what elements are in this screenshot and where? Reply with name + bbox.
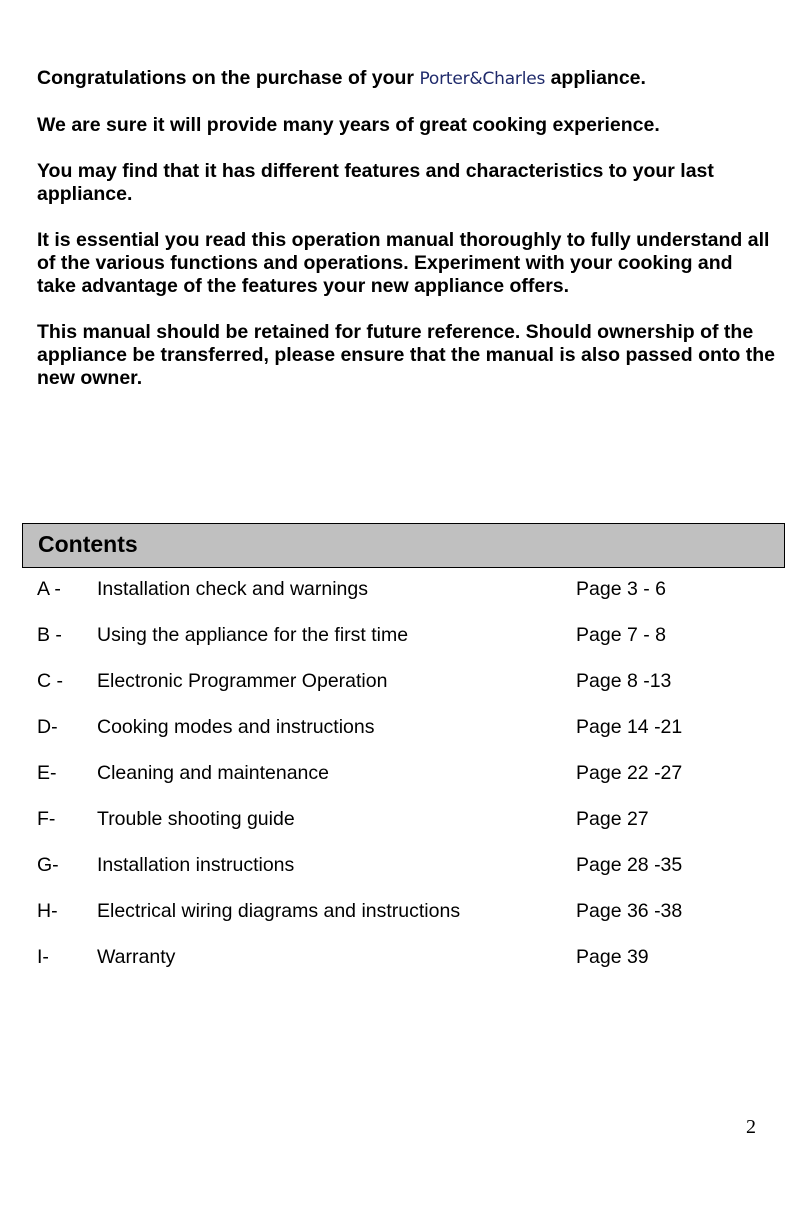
contents-header bbox=[22, 523, 785, 568]
toc-entry bbox=[37, 715, 777, 761]
intro-text bbox=[37, 67, 777, 413]
table-of-contents bbox=[37, 577, 777, 991]
toc-page-range: Page 7 - 8 bbox=[576, 624, 666, 646]
retain-manual-paragraph: This manual should be retained for future reference. Should ownership of the appliance be transferred, please ensure that the manual is also passed onto the new owner. bbox=[37, 321, 775, 389]
toc-page-range: Page 8 -13 bbox=[576, 670, 672, 692]
toc-section-title: Cleaning and maintenance bbox=[97, 762, 330, 784]
toc-section-title: Installation check and warnings bbox=[97, 578, 368, 600]
toc-section-title: Installation instructions bbox=[97, 854, 295, 876]
congrats-text-start: Congratulations on the purchase of your bbox=[37, 67, 420, 89]
toc-section-letter: I- bbox=[37, 946, 49, 968]
toc-page-range: Page 28 -35 bbox=[576, 854, 683, 876]
congrats-text-end: appliance. bbox=[545, 67, 646, 89]
toc-entry bbox=[37, 853, 777, 899]
toc-page-range: Page 22 -27 bbox=[576, 762, 683, 784]
toc-section-title: Electrical wiring diagrams and instructions bbox=[97, 900, 461, 922]
brand-logo: Porter&Charles bbox=[419, 69, 546, 89]
toc-section-letter: H- bbox=[37, 900, 58, 922]
toc-entry bbox=[37, 761, 777, 807]
toc-section-letter: B - bbox=[37, 624, 62, 646]
toc-section-title: Warranty bbox=[97, 946, 176, 968]
toc-entry bbox=[37, 807, 777, 853]
toc-page-range: Page 14 -21 bbox=[576, 716, 683, 738]
read-manual-paragraph: It is essential you read this operation manual thoroughly to fully understand all of the various functions and operations. Experiment with your cooking and take advantage of the features your new appliance offers. bbox=[37, 229, 770, 297]
toc-page-range: Page 3 - 6 bbox=[576, 578, 666, 600]
toc-section-title: Electronic Programmer Operation bbox=[97, 670, 388, 692]
contents-title: Contents bbox=[38, 531, 138, 557]
toc-page-range: Page 39 bbox=[576, 946, 649, 968]
toc-section-letter: A - bbox=[37, 578, 61, 600]
toc-entry bbox=[37, 899, 777, 945]
toc-section-letter: G- bbox=[37, 854, 59, 876]
experience-paragraph: We are sure it will provide many years of great cooking experience. bbox=[37, 114, 660, 136]
toc-section-letter: E- bbox=[37, 762, 57, 784]
toc-section-letter: F- bbox=[37, 808, 56, 830]
toc-section-letter: D- bbox=[37, 716, 58, 738]
features-paragraph: You may find that it has different features and characteristics to your last appliance. bbox=[37, 160, 714, 205]
page-number: 2 bbox=[746, 1116, 756, 1138]
toc-section-title: Trouble shooting guide bbox=[97, 808, 295, 830]
toc-section-letter: C - bbox=[37, 670, 63, 692]
toc-section-title: Cooking modes and instructions bbox=[97, 716, 375, 738]
toc-entry bbox=[37, 623, 777, 669]
toc-entry bbox=[37, 669, 777, 715]
toc-section-title: Using the appliance for the first time bbox=[97, 624, 409, 646]
toc-entry bbox=[37, 945, 777, 991]
toc-page-range: Page 27 bbox=[576, 808, 649, 830]
toc-page-range: Page 36 -38 bbox=[576, 900, 683, 922]
congratulations-paragraph bbox=[37, 67, 777, 91]
toc-entry bbox=[37, 577, 777, 623]
